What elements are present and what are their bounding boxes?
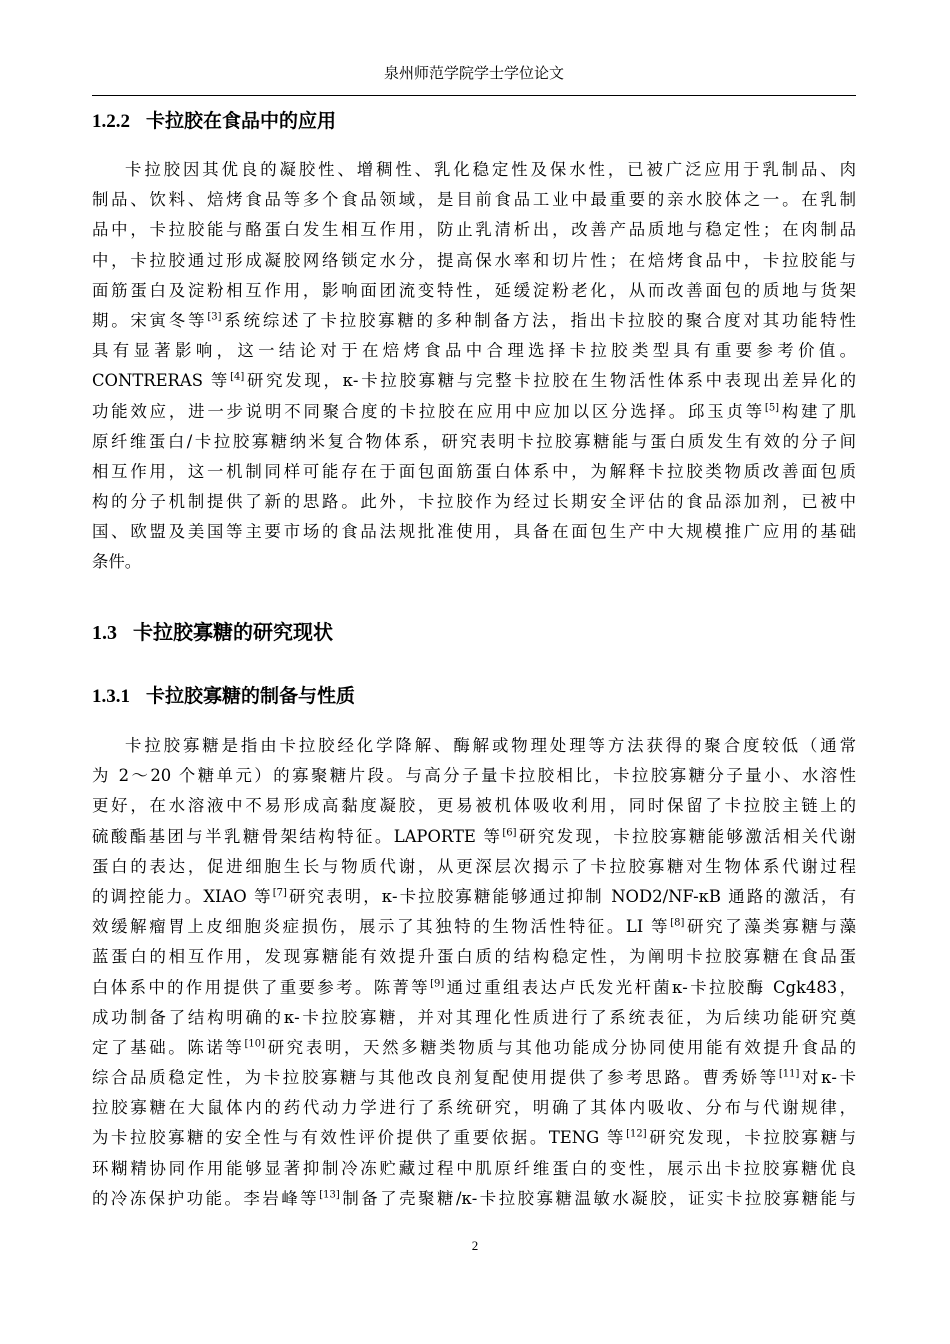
text-line: 制品、饮料、焙烤食品等多个食品领域，是目前食品工业中最重要的亲水胶体之一。在乳制 — [92, 190, 856, 210]
text-line: 拉胶寡糖在大鼠体内的药代动力学进行了系统研究，明确了其体内吸收、分布与代谢规律， — [92, 1098, 856, 1118]
text-line: 构的分子机制提供了新的思路。此外，卡拉胶作为经过长期安全评估的食品添加剂，已被中 — [92, 492, 856, 512]
text-line: 具有显著影响，这一结论对于在焙烤食品中合理选择卡拉胶类型具有重要参考价值。 — [92, 341, 856, 361]
text-line: 的调控能力。XIAO 等[7]研究表明，κ-卡拉胶寡糖能够通过抑制 NOD2/NF-κB 通路的激活，有 — [92, 886, 856, 906]
section-number: 1.3.1 — [92, 686, 130, 707]
section-heading-1-3-1 — [92, 682, 355, 711]
section-title: 卡拉胶寡糖的制备与性质 — [146, 685, 356, 707]
text-line: 条件。 — [92, 552, 142, 572]
text-line: 环糊精协同作用能够显著抑制冷冻贮藏过程中肌原纤维蛋白的变性，展示出卡拉胶寡糖优良 — [92, 1158, 856, 1178]
text-line: 蛋白的表达，促进细胞生长与物质代谢，从更深层次揭示了卡拉胶寡糖对生物体系代谢过程 — [92, 856, 856, 876]
text-line: 期。宋寅冬等[3]系统综述了卡拉胶寡糖的多种制备方法，指出卡拉胶的聚合度对其功能特性 — [92, 310, 856, 330]
section-title: 卡拉胶在食品中的应用 — [146, 110, 337, 132]
header-rule — [92, 95, 856, 96]
header-title: 泉州师范学院学士学位论文 — [383, 64, 564, 82]
text-line: 品中，卡拉胶能与酪蛋白发生相互作用，防止乳清析出，改善产品质地与稳定性；在肉制品 — [92, 220, 856, 240]
text-line: 功能效应，进一步说明不同聚合度的卡拉胶在应用中应加以区分选择。邱玉贞等[5]构建了肌 — [92, 401, 856, 421]
text-line: 更好，在水溶液中不易形成高黏度凝胶，更易被机体吸收利用，同时保留了卡拉胶主链上的 — [92, 796, 856, 816]
text-line: 蓝蛋白的相互作用，发现寡糖能有效提升蛋白质的结构稳定性，为阐明卡拉胶寡糖在食品蛋 — [92, 947, 856, 967]
page-number: 2 — [471, 1238, 479, 1253]
text-line: 为卡拉胶寡糖的安全性与有效性评价提供了重要依据。TENG 等[12]研究发现，卡拉胶寡糖与 — [92, 1128, 856, 1148]
text-line: 国、欧盟及美国等主要市场的食品法规批准使用，具备在面包生产中大规模推广应用的基础 — [92, 522, 856, 542]
text-line: 面筋蛋白及淀粉相互作用，影响面团流变特性，延缓淀粉老化，从而改善面包的质地与货架 — [92, 280, 856, 300]
section-heading-1-2-2 — [92, 107, 336, 136]
text-line: 中，卡拉胶通过形成凝胶网络锁定水分，提高保水率和切片性；在焙烤食品中，卡拉胶能与 — [92, 250, 856, 270]
text-line: 定了基础。陈诺等[10]研究表明，天然多糖类物质与其他功能成分协同使用能有效提升食品的 — [92, 1037, 856, 1057]
section-number: 1.3 — [92, 622, 117, 644]
section-title: 卡拉胶寡糖的研究现状 — [133, 620, 333, 644]
text-line: 综合品质稳定性，为卡拉胶寡糖与其他改良剂复配使用提供了参考思路。曹秀娇等[11]对κ-卡 — [92, 1068, 856, 1088]
text-line: 原纤维蛋白/卡拉胶寡糖纳米复合物体系，研究表明卡拉胶寡糖能与蛋白质发生有效的分子间 — [92, 431, 856, 451]
section-heading-1-3 — [92, 617, 333, 648]
text-line: 卡拉胶寡糖是指由卡拉胶经化学降解、酶解或物理处理等方法获得的聚合度较低（通常 — [125, 736, 856, 755]
text-line: 为 2～20 个糖单元）的寡聚糖片段。与高分子量卡拉胶相比，卡拉胶寡糖分子量小、水溶性 — [92, 766, 856, 786]
text-line: 成功制备了结构明确的κ-卡拉胶寡糖，并对其理化性质进行了系统表征，为后续功能研究奠 — [92, 1007, 856, 1027]
paragraph-carrageenan-food-applications — [92, 155, 856, 578]
text-line: 白体系中的作用提供了重要参考。陈菁等[9]通过重组表达卢氏发光杆菌κ-卡拉胶酶 Cgk483， — [92, 977, 856, 997]
text-line: CONTRERAS 等[4]研究发现，κ-卡拉胶寡糖与完整卡拉胶在生物活性体系中表现出差异化的 — [92, 371, 856, 391]
text-line: 卡拉胶因其优良的凝胶性、增稠性、乳化稳定性及保水性，已被广泛应用于乳制品、肉 — [125, 160, 856, 179]
text-line: 硫酸酯基团与半乳糖骨架结构特征。LAPORTE 等[6]研究发现，卡拉胶寡糖能够激活相关代谢 — [92, 826, 856, 846]
section-number: 1.2.2 — [92, 111, 130, 132]
text-line: 效缓解瘤胃上皮细胞炎症损伤，展示了其独特的生物活性特征。LI 等[8]研究了藻类寡糖与藻 — [92, 917, 856, 937]
text-line: 相互作用，这一机制同样可能存在于面包面筋蛋白体系中，为解释卡拉胶类物质改善面包质 — [92, 461, 856, 481]
text-line: 的冷冻保护功能。李岩峰等[13]制备了壳聚糖/κ-卡拉胶寡糖温敏水凝胶，证实卡拉胶寡糖能与 — [92, 1188, 856, 1208]
paragraph-oligosaccharide-preparation — [92, 731, 856, 1214]
